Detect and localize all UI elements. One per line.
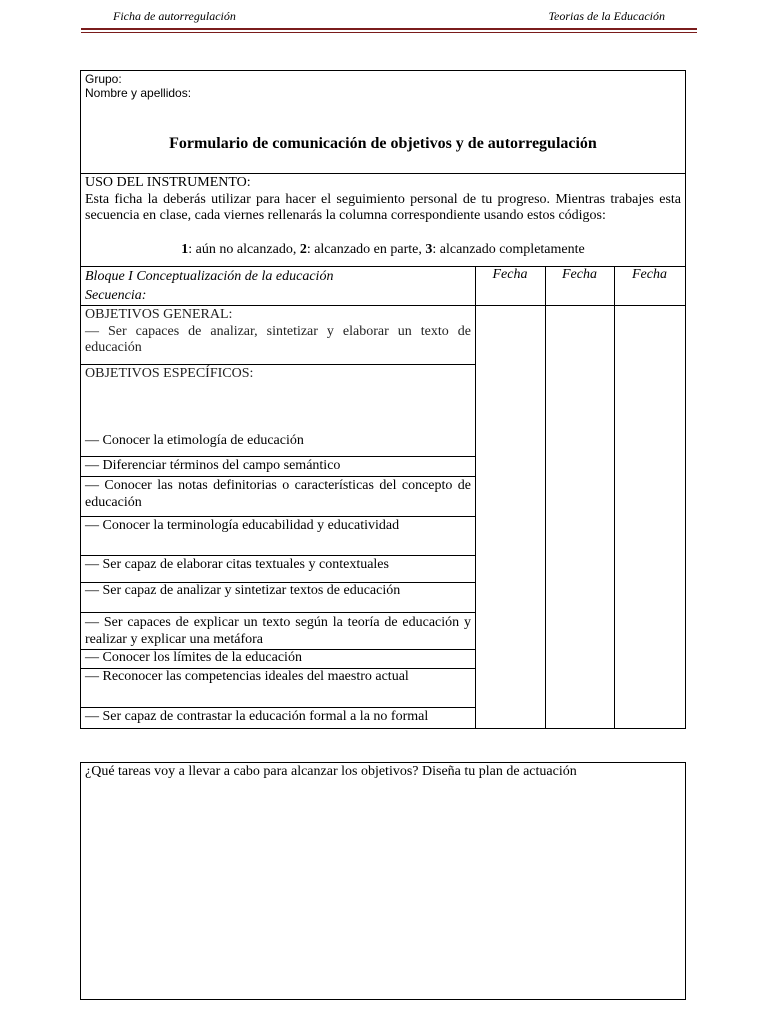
grupo-label: Grupo: xyxy=(85,72,122,86)
objetivos-especificos-heading: OBJETIVOS ESPECÍFICOS: xyxy=(85,366,254,381)
objetivo-especifico-3: — Conocer las notas definitorias o características del concepto de educación xyxy=(85,478,471,510)
code-3-text: : alcanzado completamente xyxy=(432,242,585,257)
nombre-label: Nombre y apellidos: xyxy=(85,86,192,100)
header-row-divider xyxy=(81,305,685,306)
objetivo-especifico-8: — Conocer los límites de la educación xyxy=(85,650,302,665)
title-divider xyxy=(81,173,685,174)
objetivo-especifico-7: — Ser capaces de explicar un texto según la teoría de educación y realizar y explicar una metáfora xyxy=(85,615,471,647)
identification-fields xyxy=(85,72,191,100)
date-header-3: Fecha xyxy=(632,267,667,282)
objetivo-especifico-2: — Diferenciar términos del campo semántico xyxy=(85,458,341,473)
date-header-1: Fecha xyxy=(492,267,528,282)
bloque-title: Bloque I Conceptualización de la educación xyxy=(85,269,334,284)
code-1-text: : aún no alcanzado, xyxy=(188,242,300,257)
header-right: Teorias de la Educación xyxy=(548,9,665,23)
instructions xyxy=(85,175,681,225)
header-rule-thin xyxy=(81,32,697,33)
objectives-table xyxy=(80,266,686,729)
objetivo-general: — Ser capaces de analizar, sintetizar y elaborar un texto de educación xyxy=(85,323,471,355)
uso-text: Esta ficha la deberás utilizar para hacer el seguimiento personal de tu progreso. Mientras trabajes esta secuencia en clase, cada viernes rellenarás la columna correspondiente usando estos códigos: xyxy=(85,191,681,223)
action-plan-box[interactable] xyxy=(80,762,686,1000)
date-header-2: Fecha xyxy=(562,267,597,282)
uso-heading: USO DEL INSTRUMENTO: xyxy=(85,175,251,190)
codes-legend xyxy=(81,242,685,258)
row-divider xyxy=(81,364,475,365)
code-2-num: 2 xyxy=(299,242,307,257)
secuencia-label: Secuencia: xyxy=(85,288,147,303)
objetivo-especifico-4: — Conocer la terminología educabilidad y educatividad xyxy=(85,518,400,533)
row-divider xyxy=(81,476,475,477)
objetivo-especifico-10: — Ser capaz de contrastar la educación formal a la no formal xyxy=(85,709,429,724)
objetivos-general-cell xyxy=(85,307,471,357)
header-left: Ficha de autorregulación xyxy=(113,9,236,23)
header-rule-thick xyxy=(81,28,697,30)
column-divider-3 xyxy=(614,266,615,728)
objetivo-especifico-9: — Reconocer las competencias ideales del maestro actual xyxy=(85,669,409,684)
row-divider xyxy=(81,555,475,556)
objetivo-especifico-5: — Ser capaz de elaborar citas textuales y contextuales xyxy=(85,557,389,572)
form-header-box xyxy=(80,70,686,267)
objetivo-especifico-1: — Conocer la etimología de educación xyxy=(85,433,304,448)
column-divider-2 xyxy=(545,266,546,728)
code-1-num: 1 xyxy=(181,242,189,257)
column-divider-1 xyxy=(475,266,476,728)
row-divider xyxy=(81,612,475,613)
row-divider xyxy=(81,456,475,457)
objetivo-especifico-6: — Ser capaz de analizar y sintetizar textos de educación xyxy=(85,583,401,598)
row-divider xyxy=(81,516,475,517)
code-3-num: 3 xyxy=(425,242,433,257)
code-2-text: : alcanzado en parte, xyxy=(306,242,426,257)
form-title: Formulario de comunicación de objetivos y de autorregulación xyxy=(169,135,597,152)
action-plan-question: ¿Qué tareas voy a llevar a cabo para alcanzar los objetivos? Diseña tu plan de actuación xyxy=(85,764,577,779)
row-divider xyxy=(81,707,475,708)
objetivos-general-heading: OBJETIVOS GENERAL: xyxy=(85,307,233,322)
table-header-block xyxy=(85,267,473,305)
